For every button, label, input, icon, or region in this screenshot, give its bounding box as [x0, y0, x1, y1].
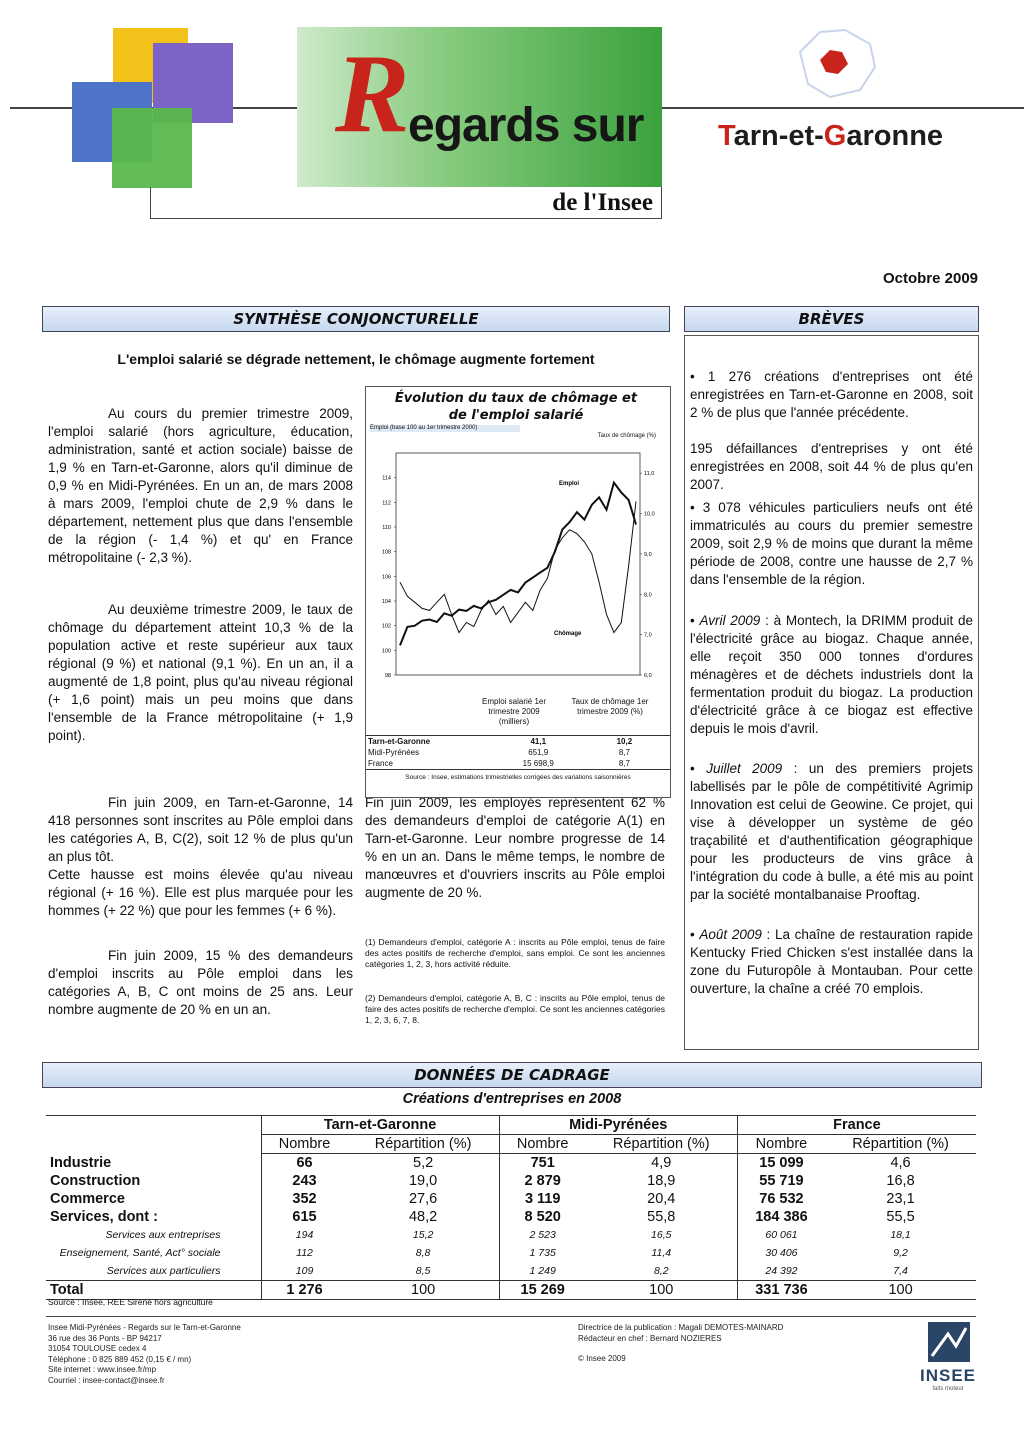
chart-table-value-chomage: 10,2 — [616, 737, 633, 746]
insee-logo-sub: faits moteur — [932, 1386, 964, 1392]
breve-1b: 195 défaillances d'entreprises y ont été enregistrées en 2008, soit 44 % de plus qu'en 2007. — [690, 441, 973, 492]
cadrage-share: 19,0 — [408, 1173, 438, 1189]
synthese-paragraph-4: Fin juin 2009, 15 % des demandeurs d'emploi inscrits au Pôle emploi dans les catégories A, B, C ont moins de 25 ans. Leur nombre augmente de 20 % en un an. — [48, 948, 353, 1017]
footer-rule — [46, 1316, 976, 1317]
cadrage-row-label: Commerce — [50, 1191, 125, 1207]
cadrage-row — [46, 1226, 976, 1244]
chart-table-col2-header: Taux de chômage 1er trimestre 2009 (%) — [571, 697, 649, 716]
insee-logo-icon — [926, 1320, 972, 1364]
chart-table-region: Tarn-et-Garonne — [368, 737, 431, 746]
footer-left — [48, 1323, 241, 1386]
cadrage-row-label: Services aux entreprises — [105, 1229, 221, 1241]
cadrage-share: 18,1 — [890, 1229, 911, 1241]
footer-editor: Rédacteur en chef : Bernard NOZIERES — [578, 1333, 722, 1343]
cadrage-share: 16,8 — [886, 1173, 915, 1189]
cadrage-count: 352 — [261, 1190, 348, 1208]
breve-5: • Août 2009 : La chaîne de restauration rapide Kentucky Fried Chicken s'est installée dans la zone du Futuropôle à Montauban. Pour cette ouverture, la chaîne a créé 70 emplois. — [690, 927, 973, 996]
chart-left-tick-label: 108 — [381, 549, 391, 556]
cadrage-count: 2 879 — [499, 1172, 586, 1190]
region-map-icon — [790, 22, 880, 102]
chart-table-row — [366, 747, 670, 758]
breve-4: • Juillet 2009 : un des premiers projets labellisés par le pôle de compétitivité Agrimip Innovation est celui de Geowine. Ce projet, qui vise à développer un système de géo traçabilité et d'authentification géographique pour les producteurs de vins grâce à l'intégration du code à bulle, a été mis au point par la société montalbanaise Prooftag. — [690, 761, 973, 902]
chart-table-region: Midi-Pyrénées — [368, 748, 420, 757]
chart-table-value-chomage: 8,7 — [618, 748, 630, 757]
chart-left-tick-label: 114 — [382, 475, 391, 482]
cadrage-share: 100 — [649, 1282, 674, 1298]
cadrage-row-label: Services, dont : — [50, 1209, 158, 1225]
chart-table-region: France — [368, 759, 393, 768]
insee-logo-text: INSEE — [919, 1366, 977, 1385]
cadrage-count: 30 406 — [737, 1244, 825, 1262]
cadrage-count: 8 520 — [499, 1208, 586, 1226]
footer-right — [578, 1323, 783, 1365]
breve-2: • 3 078 véhicules particuliers neufs ont été immatriculés au cours du premier semestre 2009, soit 2,9 % de moins que durant la même période de 2008, contre une hausse de 2,7 % dans l'ensemble de la région. — [690, 500, 973, 587]
cadrage-share: 48,2 — [408, 1209, 438, 1225]
cadrage-count: 15 269 — [499, 1281, 586, 1300]
cadrage-subheader: Répartition (%) — [586, 1135, 738, 1154]
chart-left-tick-label: 112 — [382, 500, 391, 507]
breves-banner: BRÈVES — [684, 306, 979, 332]
cadrage-subheader: Répartition (%) — [348, 1135, 500, 1154]
cadrage-count: 331 736 — [737, 1281, 825, 1300]
cadrage-title: Créations d'entreprises en 2008 — [402, 1091, 622, 1107]
cadrage-region-header: France — [737, 1116, 976, 1135]
chart-frame — [396, 453, 640, 675]
cadrage-share: 55,5 — [886, 1209, 915, 1225]
chart-right-tick-label: 9,0 — [644, 551, 652, 558]
cadrage-share: 100 — [411, 1282, 436, 1298]
synthese-paragraph-3b: Cette hausse est moins élevée qu'au niveau régional (+ 16 %). Elle est plus marquée pour les hommes (+ 22 %) que pour les femmes (+ 6 %). — [48, 867, 353, 918]
chart-series-chomage-line — [400, 501, 636, 632]
cadrage-table — [46, 1115, 976, 1300]
chart-right-tick-label: 11,0 — [644, 471, 655, 478]
title-text: egards sur — [408, 99, 644, 152]
cadrage-share: 8,8 — [415, 1247, 431, 1259]
footnote-1: (1) Demandeurs d'emploi, catégorie A : inscrits au Pôle emploi, tenus de faire des actes positifs de recherche d'emploi, sans emploi. Ce sont les anciennes catégories 1, 2, 3, hors activité réduite. — [365, 937, 665, 969]
cadrage-share: 100 — [888, 1282, 913, 1298]
footer-line-1: Insee Midi-Pyrénées - Regards sur le Tarn-et-Garonne — [48, 1323, 241, 1332]
chart-plot — [366, 443, 670, 683]
chart-series-label: Emploi — [559, 481, 580, 487]
cadrage-share: 23,1 — [886, 1191, 915, 1207]
synthese-paragraph-1: Au cours du premier trimestre 2009, l'emploi salarié (hors agriculture, éducation, administration, santé et action sociale) baisse de 1,9 % en Tarn-et-Garonne, alors qu'il diminue de 0,9 % en Midi-Pyrénées. En un an, de mars 2008 à mars 2009, l'emploi chute de 2,9 % dans le département, nettement plus que dans l'ensemble de la région (- 1,4 %) et qu' en France métropolitaine (- 2,3 %). — [48, 406, 353, 565]
cadrage-region-header: Midi-Pyrénées — [499, 1116, 737, 1135]
synthese-headline: L'emploi salarié se dégrade nettement, le chômage augmente fortement — [117, 351, 595, 367]
cadrage-share: 27,6 — [408, 1191, 438, 1207]
cadrage-row-label: Services aux particuliers — [106, 1265, 221, 1277]
cadrage-count: 1 249 — [499, 1262, 586, 1281]
cadrage-share: 16,5 — [651, 1229, 672, 1241]
cadrage-row — [46, 1190, 976, 1208]
chart-left-tick-label: 106 — [381, 574, 391, 581]
chart-right-tick-label: 6,0 — [644, 673, 652, 679]
chart-table-value-chomage: 8,7 — [618, 759, 630, 768]
cadrage-count: 1 276 — [261, 1281, 348, 1300]
footer-line-2: 36 rue des 36 Ponts - BP 94217 — [48, 1333, 162, 1343]
cadrage-subheader: Nombre — [261, 1135, 348, 1154]
cadrage-row-label: Enseignement, Santé, Act° sociale — [59, 1247, 221, 1259]
chart-title: Évolution du taux de chômage et de l'emploi salarié — [394, 391, 638, 423]
chart-table-value-emploi: 41,1 — [530, 737, 547, 746]
cadrage-share: 9,2 — [893, 1247, 908, 1259]
cadrage-corner — [46, 1116, 261, 1135]
cadrage-count: 243 — [261, 1172, 348, 1190]
insee-box — [150, 187, 662, 219]
department-name: Tarn-et-Garonne — [718, 120, 944, 152]
cadrage-share: 8,5 — [415, 1265, 431, 1277]
chart-table-value-emploi: 651,9 — [528, 748, 549, 757]
chart-series-emploi-line — [400, 483, 636, 646]
cadrage-count: 55 719 — [737, 1172, 825, 1190]
cadrage-source: Source : Insee, REE Sirene hors agriculture — [48, 1297, 213, 1307]
title-letter-r: R — [335, 32, 410, 156]
footer-line-3: 31054 TOULOUSE cedex 4 — [48, 1344, 147, 1353]
cadrage-share: 4,6 — [890, 1155, 911, 1171]
chart-table-row — [366, 758, 670, 770]
logo-square-green — [112, 108, 192, 188]
cadrage-share: 5,2 — [413, 1155, 434, 1171]
footer-line-5: Site internet : www.insee.fr/mp — [48, 1365, 157, 1374]
chart-right-tick-label: 8,0 — [644, 592, 652, 599]
footer-publisher: Directrice de la publication : Magali DEMOTES-MAINARD — [578, 1323, 784, 1332]
cadrage-count: 24 392 — [737, 1262, 825, 1281]
synthese-paragraph-3: Fin juin 2009, en Tarn-et-Garonne, 14 418 personnes sont inscrites au Pôle emploi dans les catégories A, B, C(2), soit 12 % de plus qu'un an plus tôt. — [48, 795, 353, 864]
cadrage-banner: DONNÉES DE CADRAGE — [42, 1062, 982, 1088]
cadrage-subheader: Répartition (%) — [825, 1135, 976, 1154]
cadrage-share: 18,9 — [647, 1173, 676, 1189]
cadrage-count: 112 — [261, 1244, 348, 1262]
footer-line-4: Téléphone : 0 825 889 452 (0,15 € / mn) — [48, 1354, 192, 1364]
chart-series-label: Chômage — [554, 631, 582, 637]
cadrage-count: 751 — [499, 1154, 586, 1173]
synthese-banner: SYNTHÈSE CONJONCTURELLE — [42, 306, 670, 332]
cadrage-subheader: Nombre — [737, 1135, 825, 1154]
cadrage-row — [46, 1154, 976, 1173]
cadrage-share: 7,4 — [893, 1265, 908, 1277]
cadrage-share: 55,8 — [647, 1209, 676, 1225]
footer-copyright: © Insee 2009 — [578, 1354, 626, 1363]
cadrage-subheader: Nombre — [499, 1135, 586, 1154]
chart-left-tick-label: 100 — [381, 648, 391, 655]
chart-left-tick-label: 104 — [381, 599, 391, 605]
cadrage-share: 8,2 — [653, 1265, 669, 1277]
chart-left-tick-label: 110 — [382, 525, 391, 531]
cadrage-row-label: Construction — [50, 1173, 141, 1189]
chart-left-tick-label: 102 — [381, 623, 391, 630]
issue-date: Octobre 2009 — [882, 270, 978, 287]
cadrage-row — [46, 1262, 976, 1281]
cadrage-row — [46, 1244, 976, 1262]
cadrage-count: 60 061 — [737, 1226, 825, 1244]
cadrage-region-header: Tarn-et-Garonne — [261, 1116, 499, 1135]
chart-table-row — [366, 736, 670, 748]
chart-table-value-emploi: 15 698,9 — [522, 759, 554, 768]
cadrage-count: 184 386 — [737, 1208, 825, 1226]
breve-3: • Avril 2009 : à Montech, la DRIMM produit de l'électricité grâce au biogaz. Chaque année, elle reçoit 350 000 tonnes d'ordures ménagères et de déchets industriels dont la fermentation produit du biogaz. La production d'électricité grâce à ce biogaz est effective depuis le mois d'avril. — [690, 613, 973, 736]
chart-table-col1-header: Emploi salarié 1er trimestre 2009 (milliers) — [481, 697, 547, 726]
cadrage-corner-2 — [46, 1135, 261, 1154]
chart-box — [365, 386, 671, 798]
chart-right-axis-label: Taux de chômage (%) — [597, 433, 656, 439]
cadrage-share: 4,9 — [651, 1155, 672, 1171]
cadrage-count: 15 099 — [737, 1154, 825, 1173]
cadrage-row — [46, 1208, 976, 1226]
chart-right-tick-label: 10,0 — [644, 511, 655, 518]
cadrage-row-label: Industrie — [50, 1154, 112, 1171]
cadrage-count: 66 — [261, 1154, 348, 1173]
cadrage-count: 1 735 — [499, 1244, 586, 1262]
cadrage-count: 3 119 — [499, 1190, 586, 1208]
cadrage-count: 2 523 — [499, 1226, 586, 1244]
cadrage-count: 109 — [261, 1262, 348, 1281]
cadrage-row — [46, 1172, 976, 1190]
chart-table-source: Source : Insee, estimations trimestrielles corrigées des variations saisonnières — [405, 774, 631, 781]
synthese-paragraph-2: Au deuxième trimestre 2009, le taux de chômage du département atteint 10,3 % de la population active et reste supérieur aux taux régional (9 %) et national (9,1 %). En un an, il a augmenté de 1,8 point, plus qu'au niveau régional (+ 1,6 point) mais un peu moins que dans l'ensemble de la France métropolitaine (+ 1,9 point). — [48, 602, 353, 743]
cadrage-row-label: Total — [50, 1282, 84, 1298]
footnote-2: (2) Demandeurs d'emploi, catégorie A, B, C : inscrits au Pôle emploi, tenus de faire des actes positifs de recherche d'emploi. Ce sont les anciennes catégories 1, 2, 3, 6, 7, 8. — [365, 993, 665, 1025]
synthese-paragraph-5: Fin juin 2009, les employés représentent 62 % des demandeurs d'emploi de catégorie A(1) en Tarn-et-Garonne. Leur nombre progresse de 14 % en un an. Dans le même temps, le nombre de manœuvres et d'ouvriers inscrits au Pôle emploi augmente de 20 %. — [365, 795, 665, 900]
breve-1: • 1 276 créations d'entreprises ont été enregistrées en Tarn-et-Garonne en 2008, soit 2 % de plus que l'année précédente. — [690, 369, 973, 420]
chart-right-tick-label: 7,0 — [644, 632, 652, 639]
cadrage-count: 615 — [261, 1208, 348, 1226]
cadrage-count: 76 532 — [737, 1190, 825, 1208]
cadrage-share: 20,4 — [647, 1191, 676, 1207]
chart-left-axis-label: Emploi (base 100 au 1er trimestre 2000) — [370, 425, 520, 432]
cadrage-share: 15,2 — [412, 1229, 434, 1241]
cadrage-count: 194 — [261, 1226, 348, 1244]
insee-label: de l'Insee — [552, 189, 653, 216]
chart-left-tick-label: 98 — [384, 673, 391, 679]
footer-line-6: Courriel : insee-contact@insee.fr — [48, 1375, 165, 1385]
chart-table — [366, 735, 670, 770]
cadrage-share: 11,4 — [651, 1247, 672, 1259]
